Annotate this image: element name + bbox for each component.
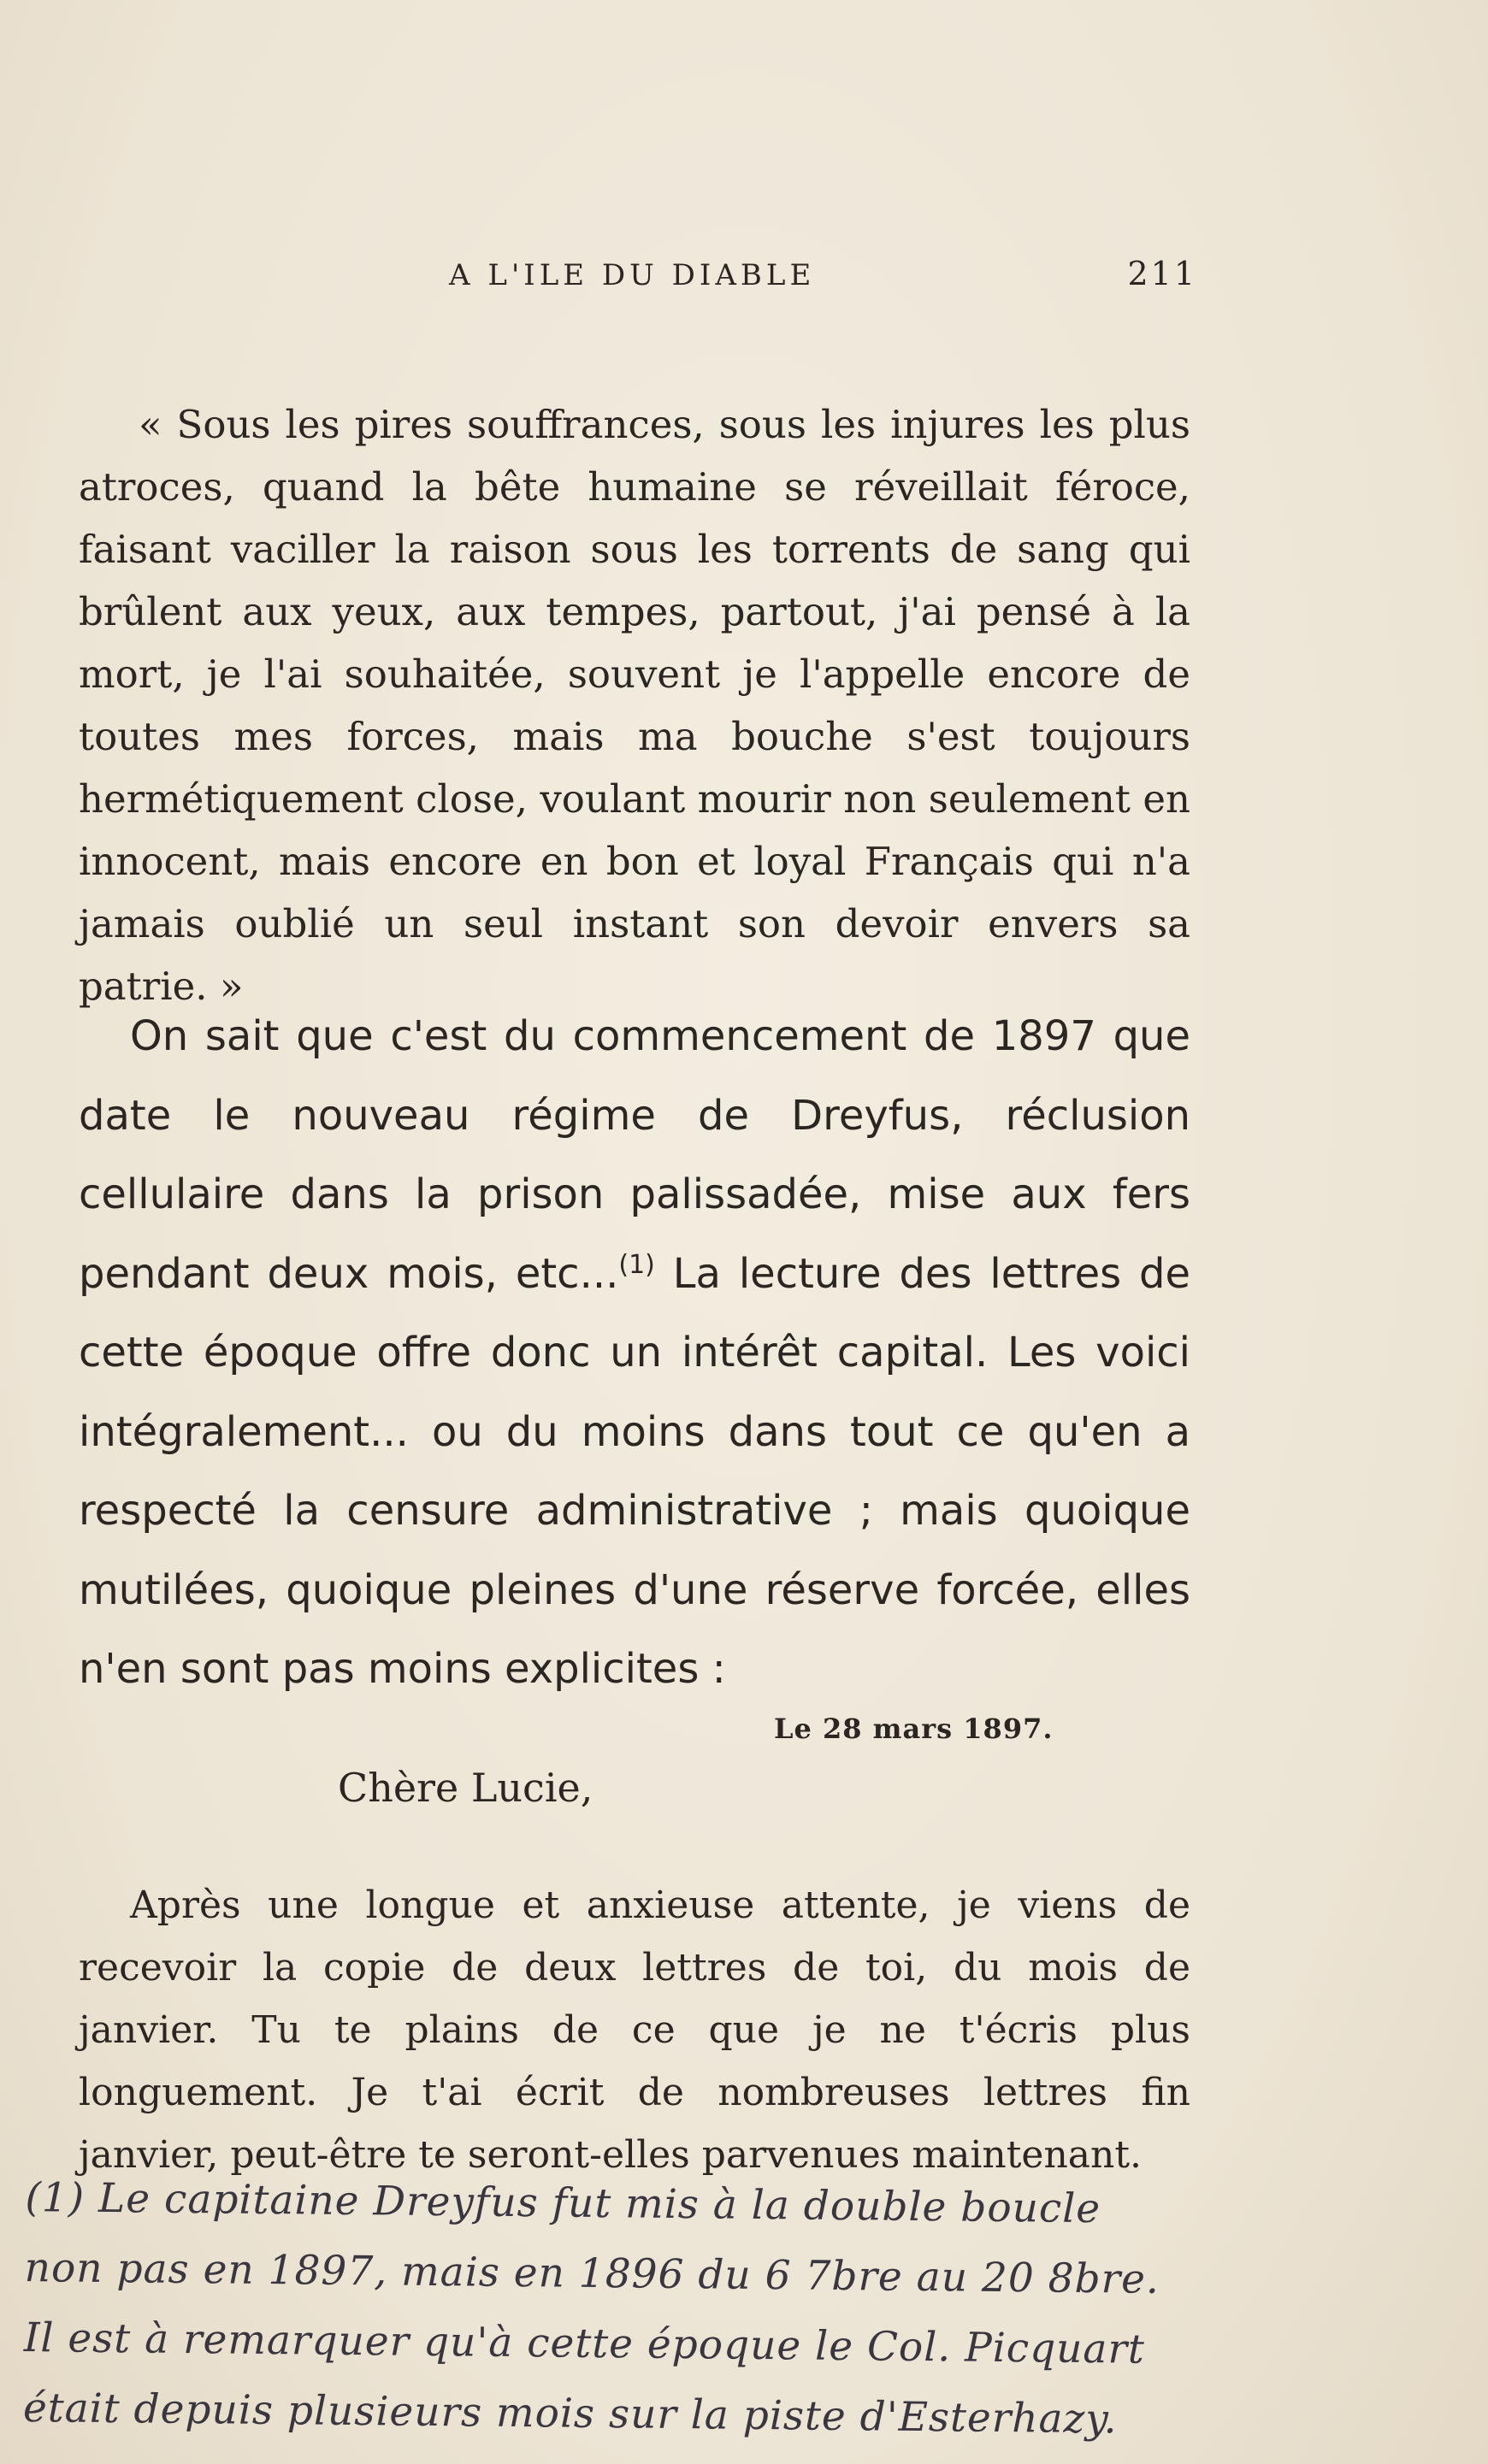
page-number: 211 (1127, 255, 1197, 292)
body-paragraph (79, 997, 1190, 1709)
handwritten-line: non pas en 1897, mais en 1896 du 6 7bre au 20 8bre. (24, 2243, 1160, 2303)
footnote-reference: (1) (618, 1249, 655, 1280)
running-title: A L'ILE DU DIABLE (449, 258, 816, 292)
quoted-passage: « Sous les pires souffrances, sous les injures les plus atroces, quand la bête humaine se réveillait féroce, faisant vaciller la raison sous les torrents de sang qui brûlent aux yeux, aux tempes, partout, j'ai pensé à la mort, je l'ai souhaitée, souvent je l'appelle encore de toutes mes forces, mais ma bouche s'est toujours hermétiquement close, voulant mourir non seulement en innocent, mais encore en bon et loyal Français qui n'a jamais oublié un seul instant son devoir envers sa patrie. » (79, 402, 1190, 1009)
handwritten-line: Il est à remarquer qu'à cette époque le Col. Picquart (23, 2314, 1146, 2373)
letter-text: Après une longue et anxieuse attente, je viens de recevoir la copie de deux lettres de toi, du mois de janvier. Tu te plains de ce que je ne t'écris plus longuement. Je t'ai écrit de nombreuses lettres fin janvier, peut-être te seront-elles parvenues maintenant. (79, 1883, 1190, 2177)
letter-date: Le 28 mars 1897. (774, 1712, 1054, 1745)
handwritten-line: était depuis plusieurs mois sur la piste d'Esterhazy. (22, 2384, 1118, 2443)
running-header (449, 255, 1197, 292)
handwritten-line: (1) Le capitaine Dreyfus fut mis à la double boucle (25, 2173, 1101, 2233)
letter-salutation: Chère Lucie, (338, 1765, 593, 1811)
body-text-after-ref: La lecture des lettres de cette époque offre donc un intérêt capital. Les voici intégralement... ou du moins dans tout ce qu'en a respecté la censure administrative ; mais quoique mutilées, quoique pleines d'une réserve forcée, elles n'en sont pas moins explicites : (79, 1249, 1191, 1693)
body-text-before-ref: On sait que c'est du commencement de 1897 que date le nouveau régime de Dreyfus, réclusion cellulaire dans la prison palissadée, mise aux fers pendant deux mois, etc... (79, 1012, 1190, 1298)
handwritten-footnote (23, 2163, 1471, 2459)
